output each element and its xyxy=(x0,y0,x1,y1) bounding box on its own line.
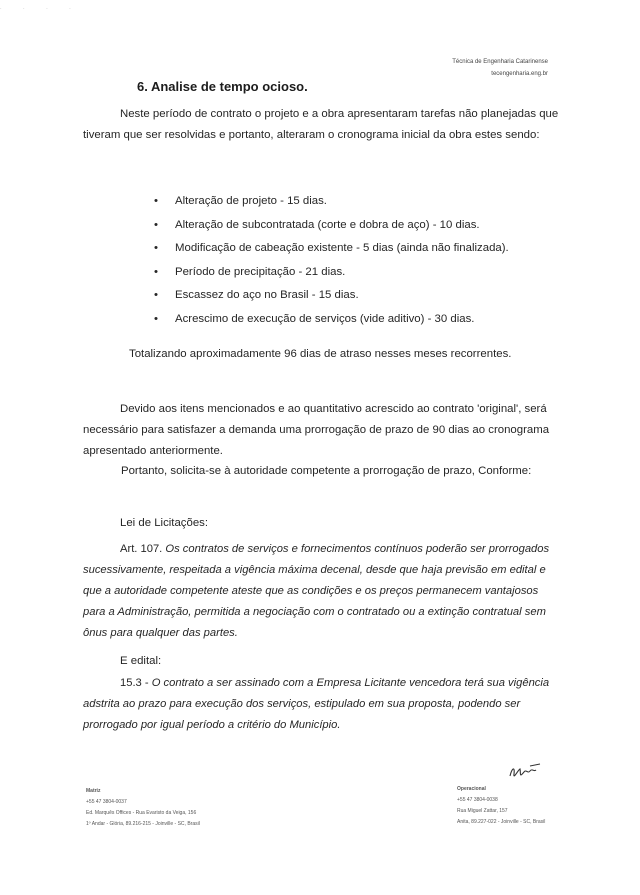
article-text: Os contratos de serviços e fornecimentos contínuos poderão ser prorrogados sucessivamente, respeitada a vigência máxima decenal, desde que haja previsão em edital e que a autoridade competente ateste que as condições e os preços permanecem vantajosos para a Administração, permitida a negociação com o contratado ou a extinção contratual sem ônus para qualquer das partes. xyxy=(83,543,550,639)
law-article xyxy=(83,539,553,644)
footer-left-phone: +55 47 3804-0037 xyxy=(86,799,127,805)
total-delay-line: Totalizando aproximadamente 96 dias de atraso nesses meses recorrentes. xyxy=(129,348,512,360)
bullet-icon: • xyxy=(154,218,158,231)
list-item: • Modificação de cabeação existente - 5 dias (ainda não finalizada). xyxy=(150,237,509,261)
footer-headquarters xyxy=(86,786,200,830)
company-name: Técnica de Engenharia Catarinense xyxy=(452,59,548,65)
footer-right-address-2: Anita, 89.227-022 - Joinville - SC, Brasil xyxy=(457,819,546,825)
request-line: Portanto, solicita-se à autoridade competente a prorrogação de prazo, Conforme: xyxy=(121,465,532,477)
footer-right-title: Operacional xyxy=(457,786,486,792)
clause-text: O contrato a ser assinado com a Empresa Licitante vencedora terá sua vigência adstrita ao prazo para execução dos serviços, estipulado em sua proposta, podendo ser prorrogado por igual período a critério do Município. xyxy=(83,677,550,731)
footer-right-address-1: Rua Miguel Zattar, 157 xyxy=(457,808,508,814)
footer-left-address-1: Ed. Marquês Offices - Rua Evaristo da Veiga, 156 xyxy=(86,810,197,816)
clause-number: 15.3 - xyxy=(120,677,149,689)
edital-label: E edital: xyxy=(120,655,162,667)
footer-left-title: Matriz xyxy=(86,788,101,794)
list-item: • Acrescimo de execução de serviços (vide aditivo) - 30 dias. xyxy=(150,308,509,332)
bullet-icon: • xyxy=(154,289,158,302)
scan-artifact-dots: · · · · xyxy=(0,6,81,12)
footer-left-address-2: 1º Andar - Glória, 89.216-215 - Joinville - SC, Brasil xyxy=(86,821,200,827)
bullet-icon: • xyxy=(154,265,158,278)
article-number: Art. 107. xyxy=(120,543,163,555)
bullet-icon: • xyxy=(154,242,158,255)
list-item: • Período de precipitação - 21 dias. xyxy=(150,261,509,285)
intro-paragraph: Neste período de contrato o projeto e a obra apresentaram tarefas não planejadas que tiveram que ser resolvidas e portanto, alteraram o cronograma inicial da obra estes sendo: xyxy=(83,108,559,141)
list-item: • Escassez do aço no Brasil - 15 dias. xyxy=(150,284,509,308)
section-title: 6. Analise de tempo ocioso. xyxy=(137,79,308,94)
law-label: Lei de Licitações: xyxy=(120,517,209,529)
company-website: tecengenharia.eng.br xyxy=(491,71,548,77)
delay-list xyxy=(150,190,509,332)
bullet-icon: • xyxy=(154,195,158,207)
bullet-icon: • xyxy=(154,312,158,325)
footer-right-phone: +55 47 3804-0038 xyxy=(457,797,498,803)
extension-paragraph: Devido aos itens mencionados e ao quantitativo acrescido ao contrato 'original', será necessário para satisfazer a demanda uma prorrogação de prazo de 90 dias ao cronograma apresentado anteriormente. xyxy=(83,403,550,457)
list-item: • Alteração de projeto - 15 dias. xyxy=(150,190,509,214)
list-item: • Alteração de subcontratada (corte e dobra de aço) - 10 dias. xyxy=(150,214,509,238)
footer-operational xyxy=(457,784,545,828)
page-header xyxy=(452,56,548,80)
edital-clause xyxy=(83,673,553,736)
